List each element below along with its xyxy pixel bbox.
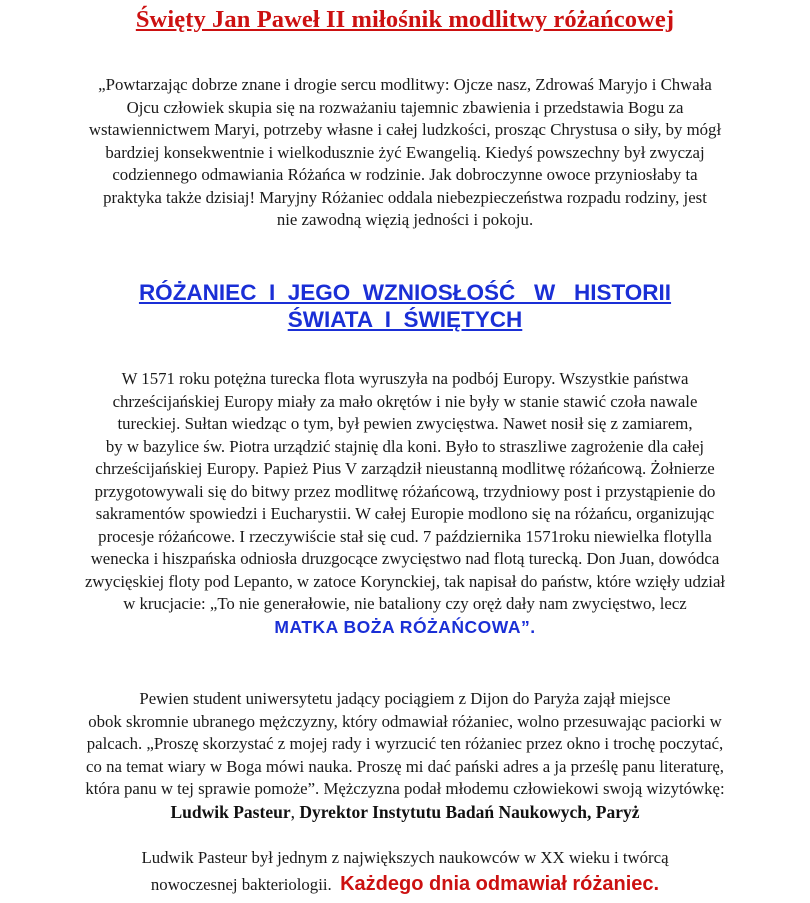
page-title: Święty Jan Paweł II miłośnik modlitwy różańcowej [135, 6, 675, 33]
text-line: sakramentów spowiedzi i Eucharystii. W całej Europie modlono się na różańcu, organizując [95, 504, 715, 523]
lepanto-paragraph [0, 368, 810, 639]
text-line: W 1571 roku potężna turecka flota wyruszyła na podbój Europy. Wszystkie państwa [121, 369, 689, 388]
text-line: nowoczesnej bakteriologii. [150, 875, 341, 894]
text-line: nie zawodną więzią jedności i pokoju. [276, 210, 534, 229]
text-line: by w bazylice św. Piotra urządzić stajnię dla koni. Było to straszliwe zagrożenie dla całej [105, 436, 705, 456]
text-line: co na temat wiary w Boga mówi nauka. Proszę mi dać pański adres a ja prześlę panu literaturę, [86, 756, 724, 776]
text-line: wstawiennictwem Maryi, potrzeby własne i całej ludzkości, prosząc Chrystusa o siły, by mógł [88, 120, 722, 139]
text-line: codziennego odmawiania Różańca w rodzinie. Jak dobroczynne owoce przyniosłaby ta [112, 165, 698, 184]
text-line: praktyka także dzisiaj! Maryjny Różaniec oddala niebezpieczeństwa rozpadu rodziny, jest [103, 187, 707, 207]
closing-emphasis: Każdego dnia odmawiał różaniec. [340, 873, 660, 895]
student-paragraph [0, 688, 810, 823]
text-line: bardziej konsekwentnie i wielkodusznie żyć Ewangelią. Kiedyś powszechny był zwyczaj [105, 142, 705, 162]
emphasis-quote: MATKA BOŻA RÓŻAŃCOWA”. [274, 616, 536, 637]
card-title: Dyrektor Instytutu Badań Naukowych, Paryż [299, 801, 640, 822]
text-line: Ojcu człowiek skupia się na rozważaniu tajemnic zbawienia i przedstawia Bogu za [126, 97, 684, 117]
text-line: przygotowywali się do bitwy przez modlitwę różańcową, trzydniowy post i przystąpienie do [94, 481, 716, 501]
text-line: tureckiej. Sułtan wiedząc o tym, był pewien zwycięstwa. Nawet nosił się z zamiarem, [117, 414, 693, 433]
card-separator: , [290, 801, 300, 822]
text-line: procesje różańcowe. I rzeczywiście stał się cud. 7 października 1571roku niewielka flotylla [98, 526, 712, 546]
quote-paragraph [0, 74, 810, 232]
text-line: która panu w tej sprawie pomoże”. Mężczyzna podał młodemu człowiekowi swoją wizytówkę: [85, 779, 725, 798]
text-line: „Powtarzając dobrze znane i drogie sercu modlitwy: Ojcze nasz, Zdrowaś Maryjo i Chwała [98, 75, 712, 94]
closing-paragraph [0, 845, 810, 898]
business-card-line [0, 801, 810, 824]
text-line: w krucjacie: „To nie generałowie, nie bataliony czy oręż dały nam zwycięstwo, lecz [123, 594, 687, 613]
text-line: wenecka i hiszpańska odniosła druzgocące zwycięstwo nad flotą turecką. Don Juan, dowódca [90, 549, 720, 568]
text-line: Ludwik Pasteur był jednym z największych naukowców w XX wieku i twórcą [141, 848, 669, 867]
section-heading-line-1: RÓŻANIEC I JEGO WZNIOSŁOŚĆ W HISTORII [138, 280, 672, 305]
section-heading [0, 279, 810, 333]
text-line: chrześcijańskiej Europy miały za mało okrętów i nie były w stanie stawić czoła nawale [112, 391, 698, 411]
text-line: palcach. „Proszę skorzystać z mojej rady i wyrzucić ten różaniec przez okno i trochę poczytać, [86, 734, 724, 753]
card-name: Ludwik Pasteur [170, 801, 291, 822]
text-line: chrześcijańskiej Europy. Papież Pius V zarządził nieustanną modlitwę różańcową. Żołnierze [95, 459, 715, 478]
section-heading-line-2: ŚWIATA I ŚWIĘTYCH [287, 307, 523, 332]
text-line: obok skromnie ubranego mężczyzny, który odmawiał różaniec, wolno przesuwając paciorki w [88, 711, 722, 731]
text-line: Pewien student uniwersytetu jadący pociągiem z Dijon do Paryża zajął miejsce [139, 689, 671, 708]
text-line: zwycięskiej floty pod Lepanto, w zatoce Korynckiej, tak napisał do państw, które wzięły udział [84, 571, 726, 591]
